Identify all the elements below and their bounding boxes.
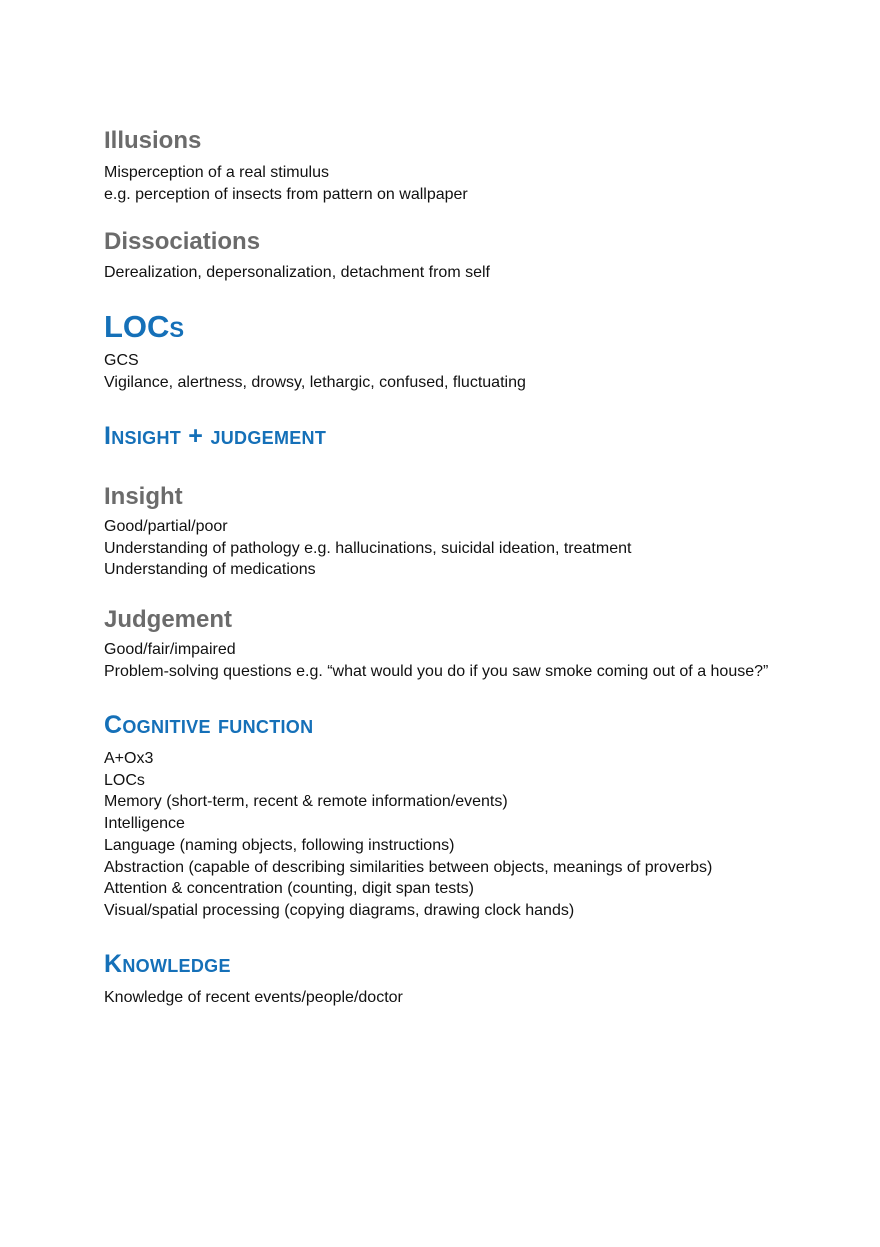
list-item: GCS xyxy=(104,352,139,369)
locs-lines xyxy=(104,350,526,393)
list-item: Abstraction (capable of describing similarities between objects, meanings of proverbs) xyxy=(104,858,713,876)
list-item: Vigilance, alertness, drowsy, lethargic, confused, fluctuating xyxy=(104,373,526,391)
list-item: Memory (short-term, recent & remote information/events) xyxy=(104,793,508,811)
dissociations-heading: Dissociations xyxy=(104,228,261,255)
insight-judgement-heading: Insight + judgement xyxy=(104,422,327,450)
judgement-lines xyxy=(104,639,768,682)
knowledge-heading: Knowledge xyxy=(104,950,231,978)
dissociations-lines xyxy=(104,262,490,284)
list-item: Visual/spatial processing (copying diagrams, drawing clock hands) xyxy=(104,901,575,919)
illusions-heading: Illusions xyxy=(104,127,202,154)
insight-lines xyxy=(104,516,631,581)
list-item: Language (naming objects, following instructions) xyxy=(104,836,455,854)
list-item: Good/fair/impaired xyxy=(104,641,236,658)
list-item: LOCs xyxy=(104,771,145,789)
list-item: Understanding of pathology e.g. hallucinations, suicidal ideation, treatment xyxy=(104,539,632,557)
list-item: Intelligence xyxy=(104,815,185,833)
list-item: Understanding of medications xyxy=(104,561,316,579)
illusions-lines xyxy=(104,162,468,205)
list-item: Good/partial/poor xyxy=(104,518,228,535)
locs-heading: LOCs xyxy=(104,309,185,344)
cognitive-function-heading: Cognitive function xyxy=(104,711,314,739)
cognitive-function-lines xyxy=(104,748,712,922)
list-item: e.g. perception of insects from pattern on wallpaper xyxy=(104,185,468,203)
judgement-heading: Judgement xyxy=(104,606,233,633)
knowledge-lines xyxy=(104,987,403,1009)
list-item: Derealization, depersonalization, detachment from self xyxy=(104,264,490,281)
list-item: Problem-solving questions e.g. “what would you do if you saw smoke coming out of a house?” xyxy=(104,662,769,680)
list-item: Misperception of a real stimulus xyxy=(104,164,329,181)
insight-heading: Insight xyxy=(104,483,183,510)
list-item: A+Ox3 xyxy=(104,750,154,767)
list-item: Knowledge of recent events/people/doctor xyxy=(104,989,403,1006)
list-item: Attention & concentration (counting, digit span tests) xyxy=(104,880,474,898)
